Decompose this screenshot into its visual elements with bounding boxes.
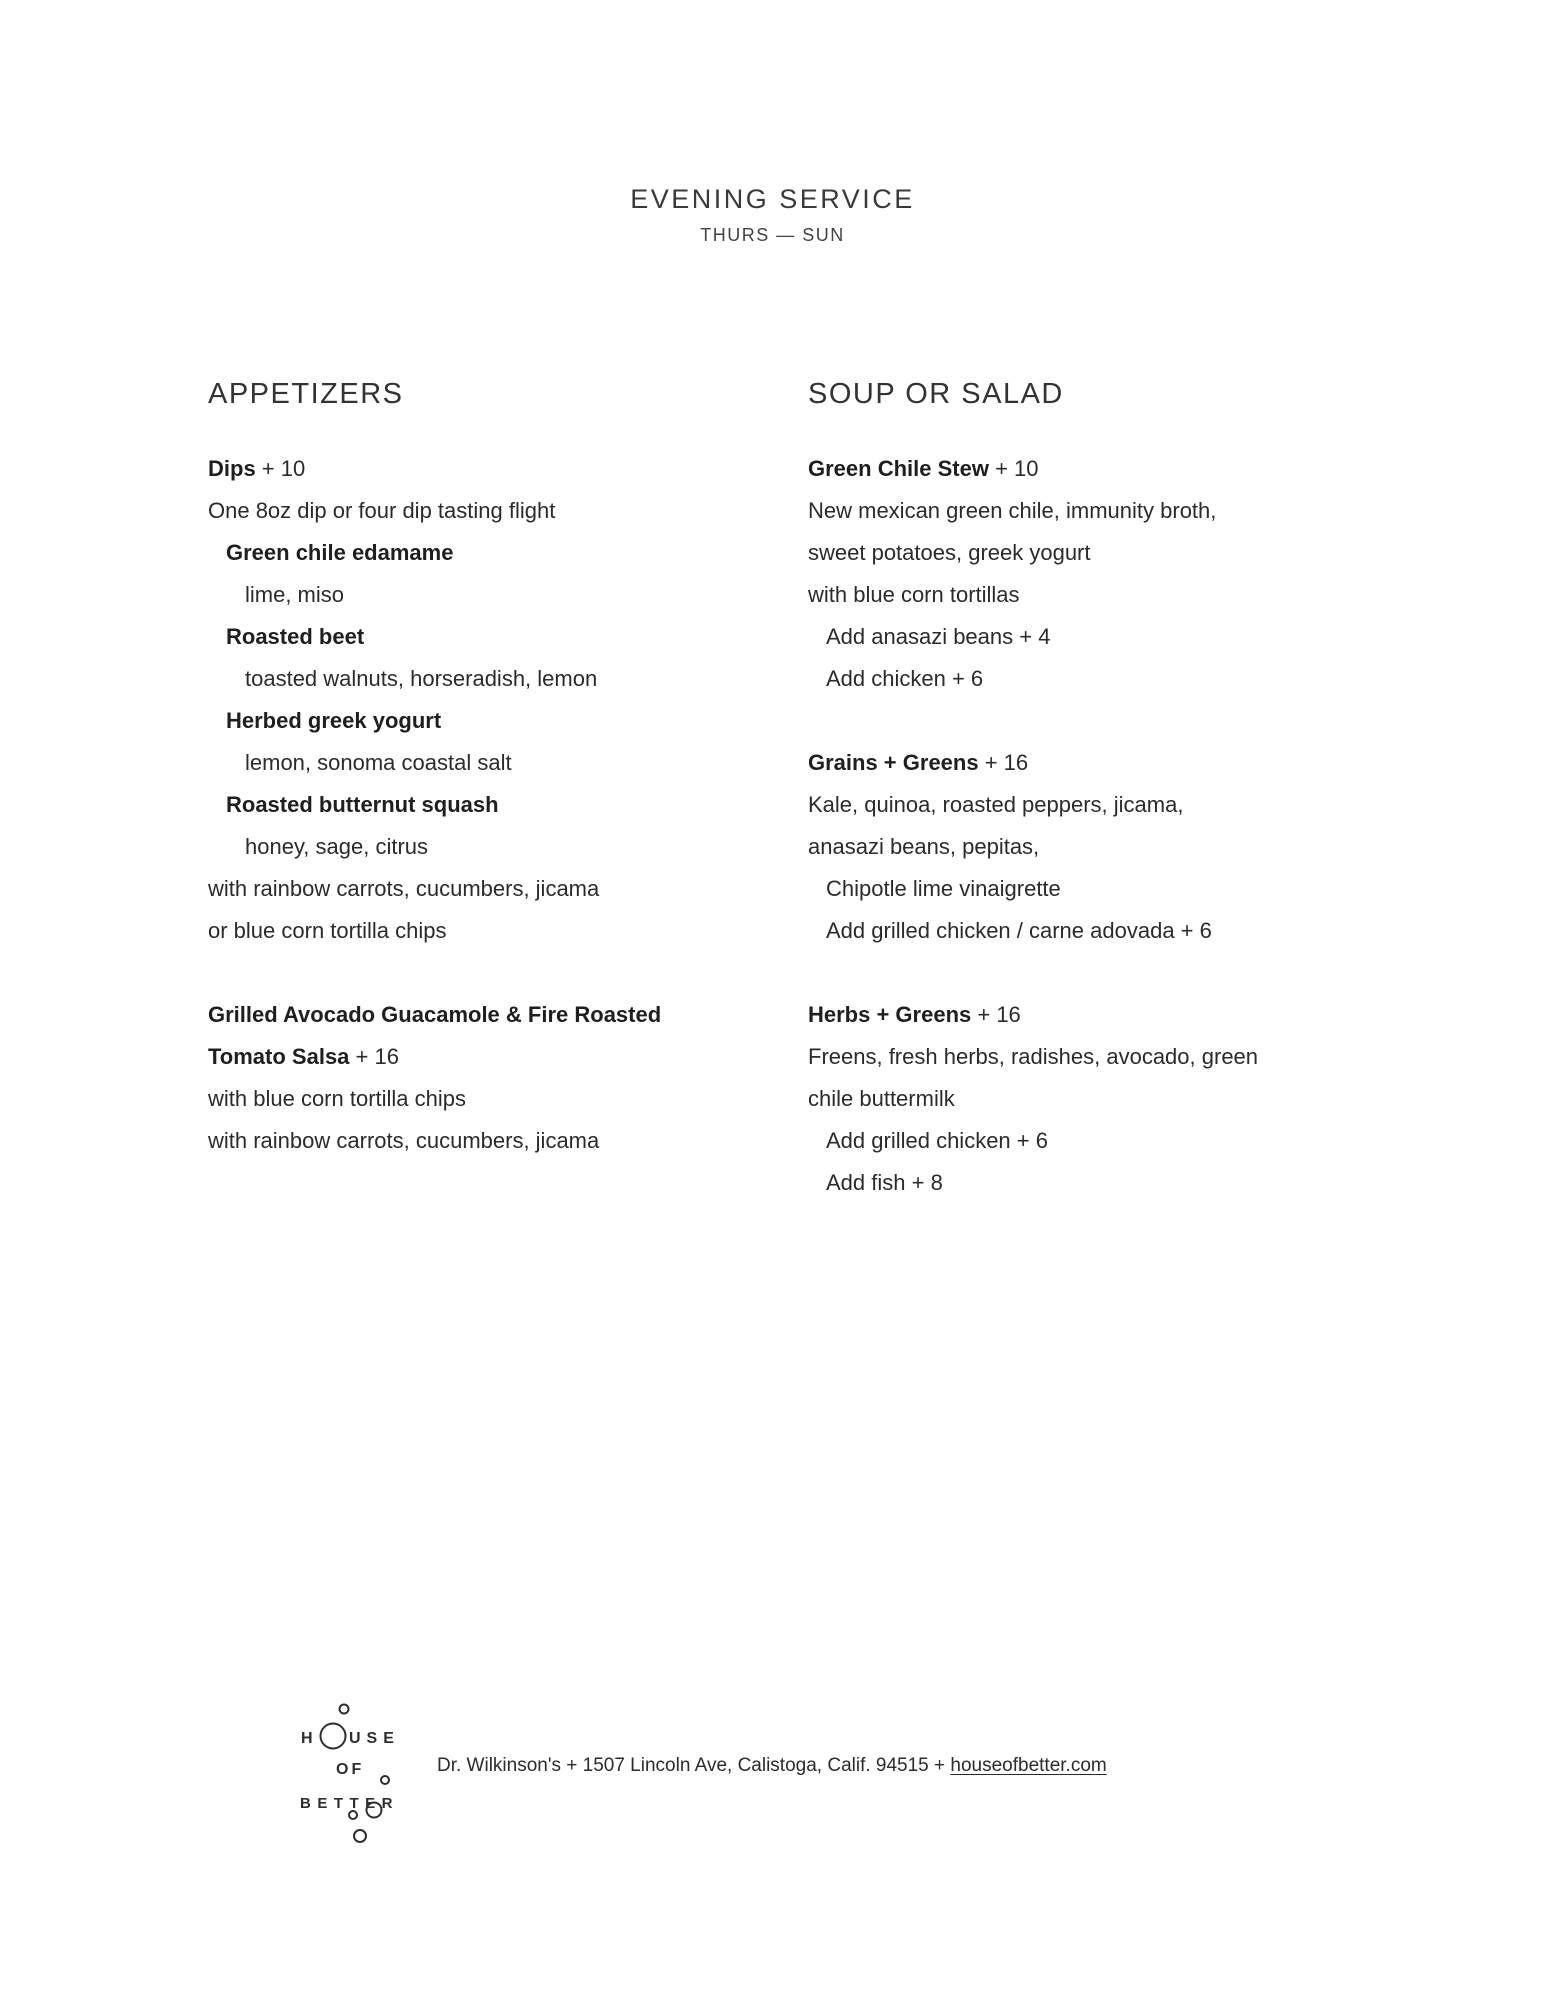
menu-line [808, 1162, 1408, 1204]
menu-line [208, 952, 783, 994]
menu-item-detail: anasazi beans, pepitas, [808, 834, 1040, 859]
menu-item-name: Grains + Greens [808, 750, 979, 775]
menu-line [808, 868, 1408, 910]
menu-item-name: Grilled Avocado Guacamole & Fire Roasted [208, 1002, 662, 1027]
menu-line [208, 910, 783, 952]
menu-item-name: Dips [208, 456, 256, 481]
menu-line [808, 616, 1408, 658]
page-title: EVENING SERVICE [630, 184, 915, 214]
menu-item-detail: Add chicken + 6 [826, 666, 984, 691]
menu-line [208, 784, 783, 826]
footer-address-text: Dr. Wilkinson's + 1507 Lincoln Ave, Calistoga, Calif. 94515 + [437, 1755, 951, 1776]
menu-item-detail: lemon, sonoma coastal salt [245, 750, 512, 775]
soup-or-salad-column [808, 377, 1408, 1204]
menu-line [208, 532, 783, 574]
menu-line [808, 910, 1408, 952]
menu-item-detail: Add fish + 8 [826, 1170, 943, 1195]
menu-item-name: Herbs + Greens [808, 1002, 972, 1027]
menu-line [208, 742, 783, 784]
footer-address [437, 1752, 1107, 1780]
logo-big-o [321, 1724, 346, 1749]
menu-line [808, 490, 1408, 532]
menu-line [208, 700, 783, 742]
menu-item-name: Green Chile Stew [808, 456, 989, 481]
logo-dot-low-left [349, 1811, 357, 1819]
menu-line [808, 1036, 1408, 1078]
menu-item-detail: + 16 [978, 750, 1029, 775]
menu-line [208, 1036, 783, 1078]
menu-item-detail: with blue corn tortilla chips [208, 1086, 467, 1111]
menu-item-detail: Freens, fresh herbs, radishes, avocado, green [808, 1044, 1259, 1069]
page-subtitle: THURS — SUN [700, 225, 845, 245]
menu-line [808, 1078, 1408, 1120]
menu-item-detail: One 8oz dip or four dip tasting flight [208, 498, 556, 523]
logo-word-house-h: H [301, 1730, 313, 1747]
menu-item-detail: sweet potatoes, greek yogurt [808, 540, 1091, 565]
menu-line [808, 784, 1408, 826]
appetizers-column [208, 377, 783, 1162]
menu-item-detail: Kale, quinoa, roasted peppers, jicama, [808, 792, 1184, 817]
menu-item-detail: with blue corn tortillas [808, 582, 1020, 607]
menu-item-detail: + 10 [988, 456, 1039, 481]
menu-line [808, 952, 1408, 994]
menu-line [808, 994, 1408, 1036]
section-heading-appetizers: APPETIZERS [208, 378, 404, 410]
menu-item-name: Tomato Salsa [208, 1044, 350, 1069]
menu-item-detail: with rainbow carrots, cucumbers, jicama [208, 876, 600, 901]
menu-item-name: Roasted butternut squash [226, 792, 499, 817]
menu-item-detail: or blue corn tortilla chips [208, 918, 447, 943]
menu-item-detail: toasted walnuts, horseradish, lemon [245, 666, 598, 691]
menu-lines [808, 448, 1408, 1204]
menu-line [208, 616, 783, 658]
menu-line [208, 490, 783, 532]
menu-line [808, 1120, 1408, 1162]
menu-line [208, 994, 783, 1036]
menu-line [808, 826, 1408, 868]
menu-item-detail: Add anasazi beans + 4 [826, 624, 1051, 649]
menu-line [808, 574, 1408, 616]
menu-item-detail: chile buttermilk [808, 1086, 955, 1111]
menu-line [808, 448, 1408, 490]
menu-line [808, 658, 1408, 700]
menu-item-name: Herbed greek yogurt [226, 708, 442, 733]
footer-website-link[interactable]: houseofbetter.com [950, 1755, 1107, 1776]
house-of-better-logo [288, 1695, 420, 1853]
menu-line [208, 574, 783, 616]
menu-line [208, 658, 783, 700]
menu-item-detail: New mexican green chile, immunity broth, [808, 498, 1217, 523]
logo-dot-bottom [354, 1830, 366, 1842]
logo-word-better: BETTER [300, 1795, 399, 1812]
menu-line [808, 700, 1408, 742]
menu-line [808, 532, 1408, 574]
menu-item-name: Roasted beet [226, 624, 365, 649]
menu-lines [208, 448, 783, 1162]
menu-item-detail: Add grilled chicken / carne adovada + 6 [826, 918, 1212, 943]
section-heading-soup-or-salad: SOUP OR SALAD [808, 378, 1064, 410]
menu-item-detail: lime, miso [245, 582, 345, 607]
menu-item-detail: + 10 [255, 456, 306, 481]
menu-item-detail: Add grilled chicken + 6 [826, 1128, 1048, 1153]
menu-item-detail: Chipotle lime vinaigrette [826, 876, 1061, 901]
menu-item-detail: + 16 [971, 1002, 1021, 1027]
logo-word-of: OF [336, 1761, 365, 1778]
menu-item-detail: with rainbow carrots, cucumbers, jicama [208, 1128, 600, 1153]
menu-line [208, 448, 783, 490]
menu-item-detail: + 16 [349, 1044, 399, 1069]
menu-item-name: Green chile edamame [226, 540, 454, 565]
menu-line [808, 742, 1408, 784]
menu-line [208, 1078, 783, 1120]
logo-word-house-use: USE [349, 1730, 400, 1747]
menu-line [208, 1120, 783, 1162]
menu-line [208, 826, 783, 868]
menu-line [208, 868, 783, 910]
logo-dot-mid [381, 1776, 389, 1784]
menu-item-detail: honey, sage, citrus [245, 834, 429, 859]
logo-dot-top [340, 1705, 349, 1714]
